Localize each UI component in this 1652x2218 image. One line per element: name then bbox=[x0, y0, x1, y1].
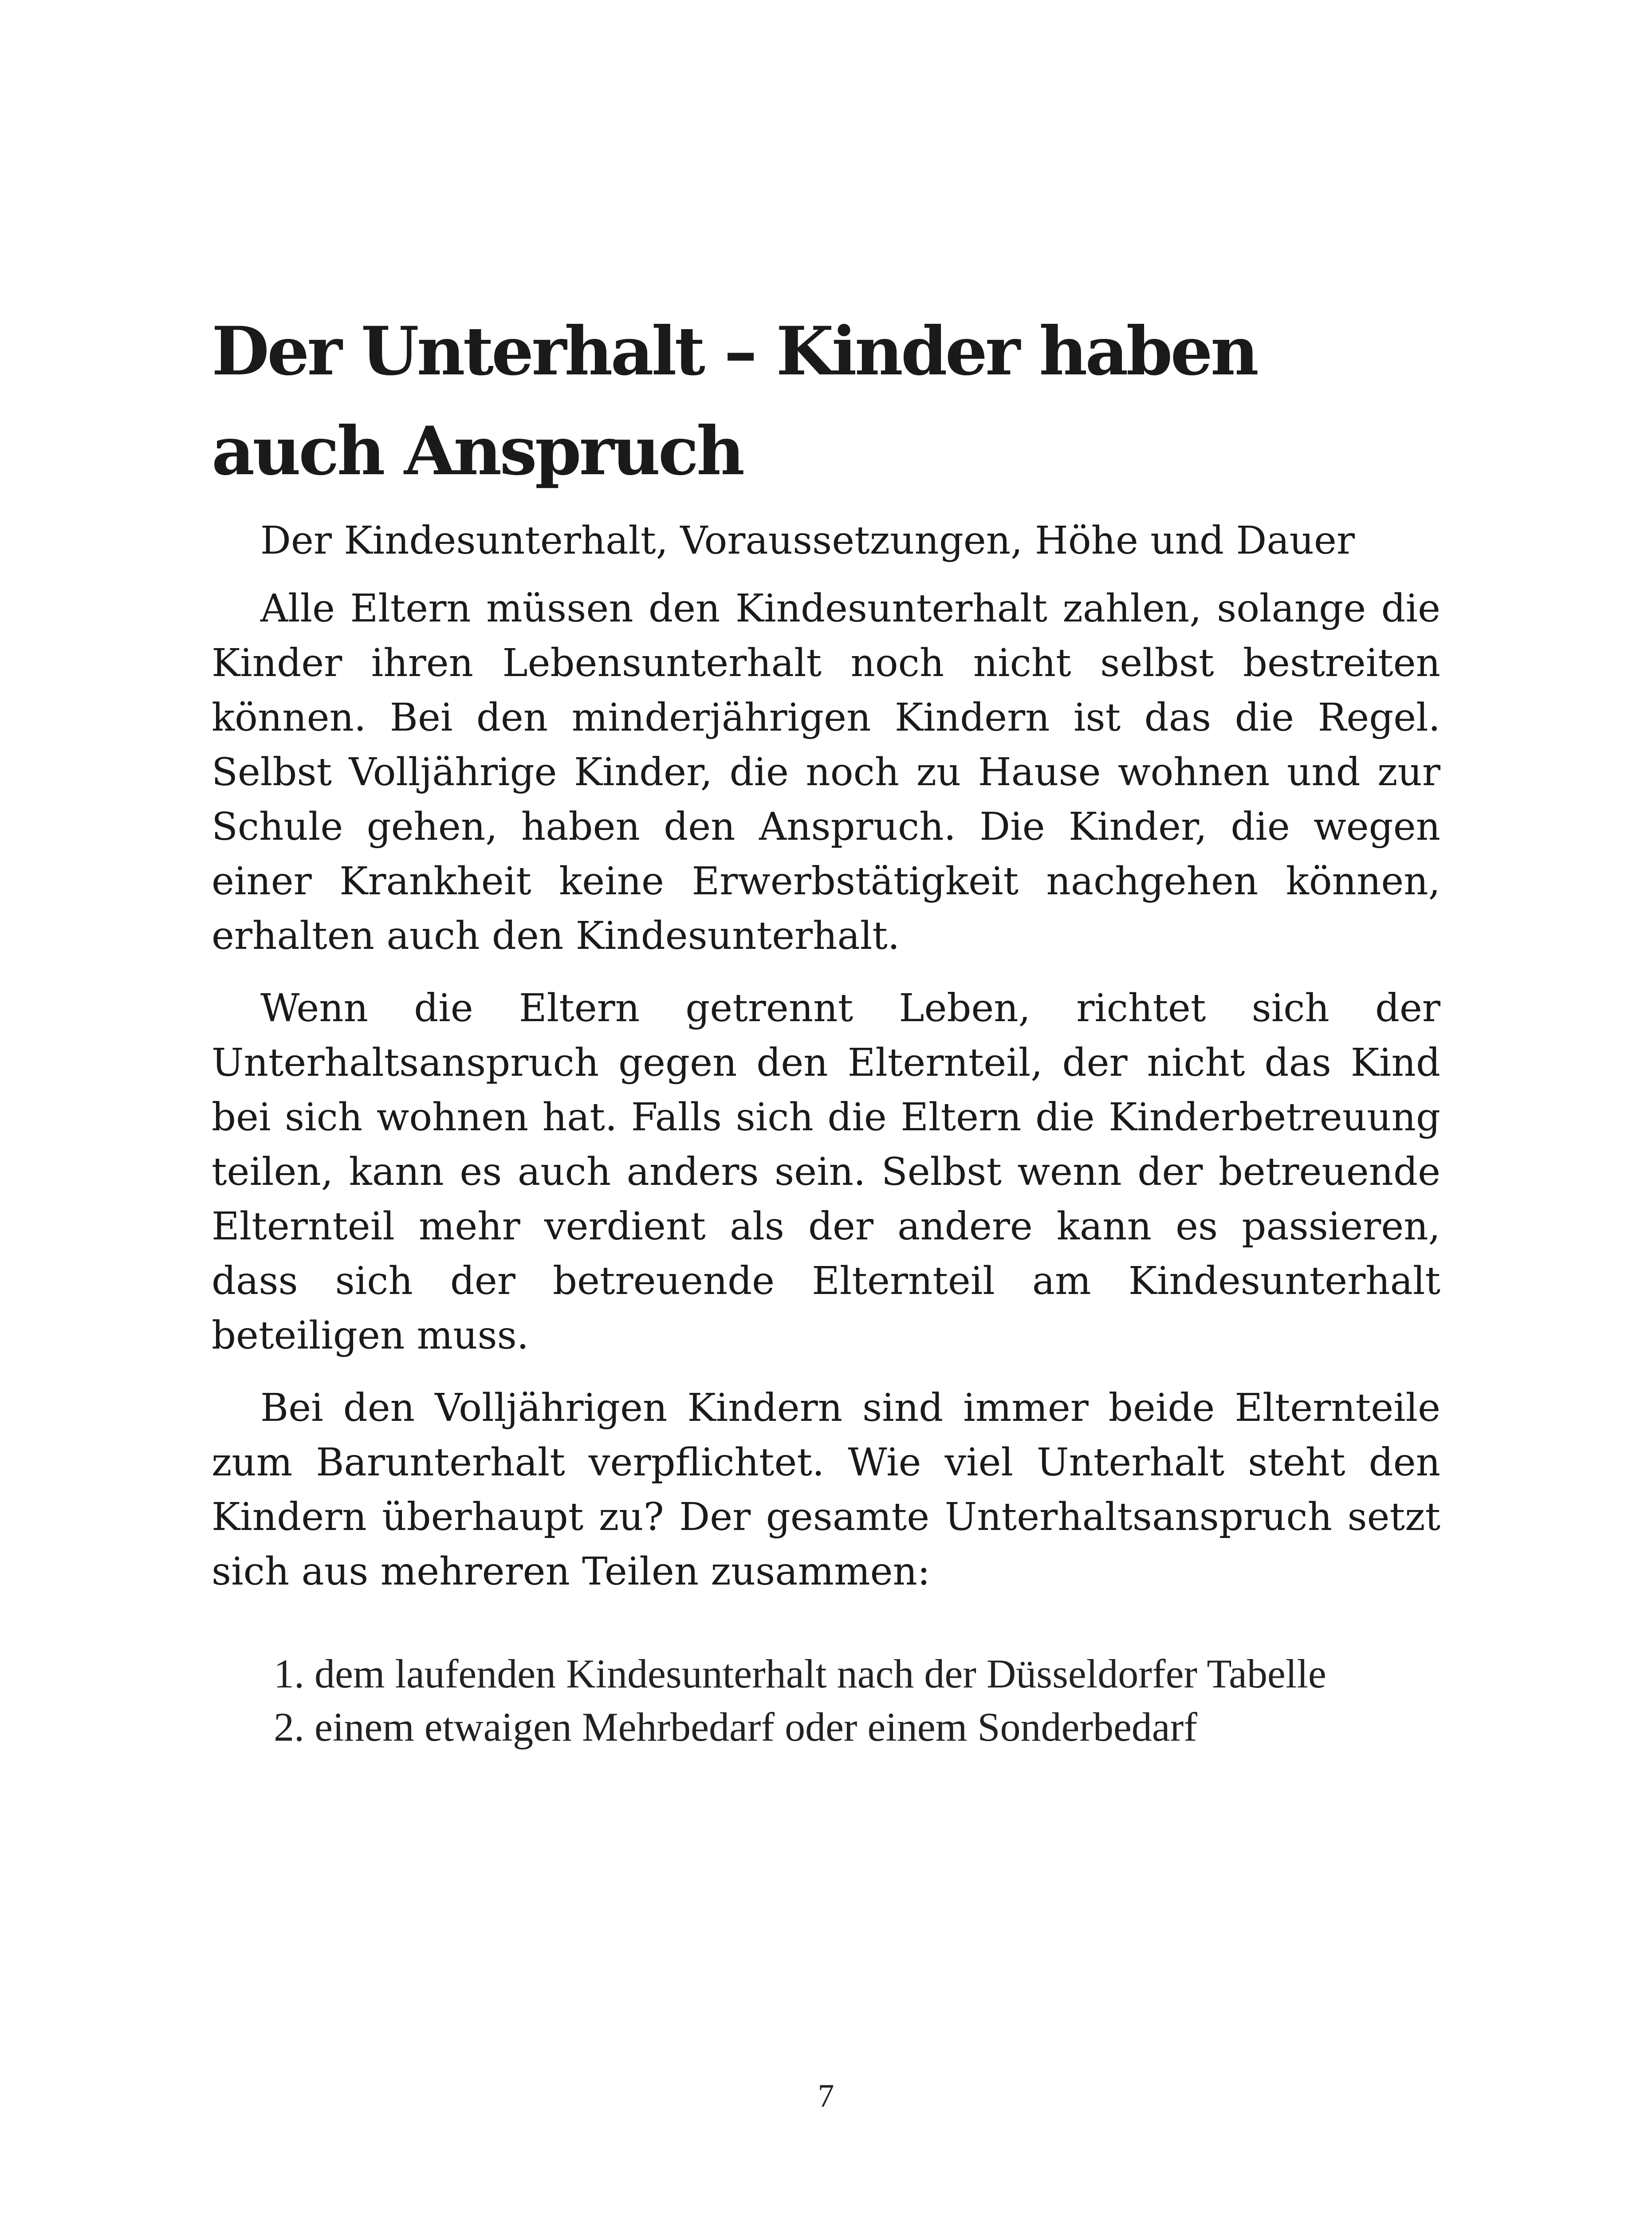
body-paragraph: Alle Eltern müssen den Kindesunterhalt zahlen, solange die Kinder ihren Lebensunterhalt noch nicht selbst bestreiten können. Bei den minderjährigen Kindern ist das die Regel. Selbst Volljährige Kinder, die noch zu Hause wohnen und zur Schule gehen, haben den Anspruch. Die Kinder, die wegen einer Krankheit keine Erwerbstätigkeit nachgehen können, erhalten auch den Kindesunterhalt. bbox=[212, 586, 1440, 958]
numbered-list bbox=[212, 1647, 1440, 1754]
list-item: 1. dem laufenden Kindesunterhalt nach der Düsseldorfer Tabelle bbox=[274, 1651, 1326, 1696]
list-item: 2. einem etwaigen Mehrbedarf oder einem Sonderbedarf bbox=[274, 1704, 1197, 1750]
page-content bbox=[212, 302, 1440, 1754]
body-paragraph: Wenn die Eltern getrennt Leben, richtet sich der Unterhaltsanspruch gegen den Elternteil, der nicht das Kind bei sich wohnen hat. Falls sich die Eltern die Kinderbetreuung teilen, kann es auch anders sein. Selbst wenn der betreuende Elternteil mehr verdient als der andere kann es passieren, dass sich der betreuende Elternteil am Kindesunterhalt beteiligen muss. bbox=[212, 986, 1440, 1358]
body-paragraph: Bei den Volljährigen Kindern sind immer beide Elternteile zum Barunterhalt verpflichtet. Wie viel Unterhalt steht den Kindern überhaupt zu? Der gesamte Unterhaltsanspruch setzt sich aus mehreren Teilen zusammen: bbox=[212, 1386, 1440, 1594]
page-title: Der Unterhalt – Kinder haben auch Anspruch bbox=[212, 312, 1257, 490]
page-number: 7 bbox=[818, 2078, 834, 2114]
section-subtitle: Der Kindesunterhalt, Voraussetzungen, Höhe und Dauer bbox=[260, 519, 1355, 563]
